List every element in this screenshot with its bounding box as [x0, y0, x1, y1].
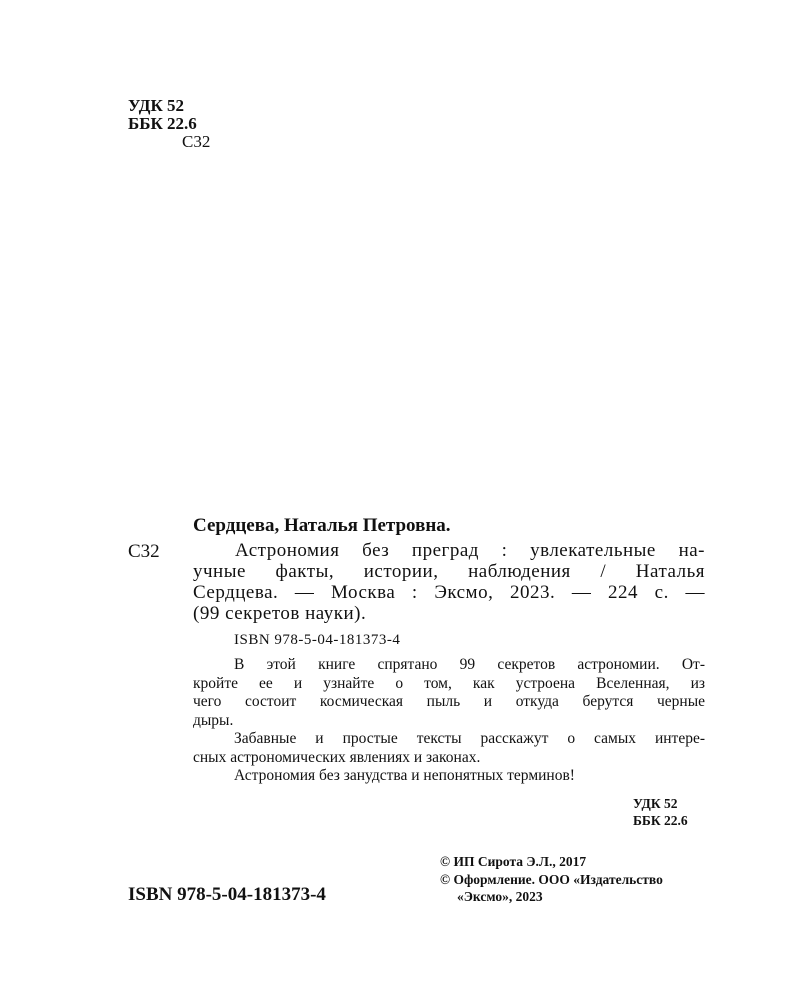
bottom-bbk-code: ББК 22.6 — [633, 813, 688, 828]
annotation-line: Забавные и простые тексты расскажут о самых интере- — [234, 730, 705, 747]
description-line: учные факты, истории, наблюдения / Наталья — [193, 561, 705, 582]
top-author-code: С32 — [182, 132, 211, 151]
annotation-line: дыры. — [193, 711, 234, 729]
copyright-line: © Оформление. ООО «Издательство — [440, 871, 663, 887]
annotation-line: кройте ее и узнайте о том, как устроена Вселенная, из — [193, 674, 705, 692]
top-udk-code: УДК 52 — [128, 96, 185, 115]
isbn-bottom: ISBN 978-5-04-181373-4 — [128, 884, 326, 905]
bibliographic-description — [193, 540, 705, 624]
card-author-code: С32 — [128, 541, 160, 562]
description-line: Астрономия без преград : увлекательные на- — [235, 540, 705, 561]
copyright-notice — [440, 853, 663, 906]
card-isbn: ISBN 978-5-04-181373-4 — [234, 632, 401, 648]
description-line: Сердцева. — Москва : Эксмо, 2023. — 224 с. — — [193, 582, 705, 603]
author-heading: Сердцева, Наталья Петровна. — [193, 515, 451, 536]
bottom-udk-code: УДК 52 — [633, 796, 678, 811]
annotation-line: чего состоит космическая пыль и откуда берутся черные — [193, 693, 705, 710]
copyright-line: «Эксмо», 2023 — [457, 889, 543, 904]
description-line: (99 секретов науки). — [193, 603, 367, 624]
annotation-line: сных астрономических явлениях и законах. — [193, 748, 481, 766]
copyright-line: © ИП Сирота Э.Л., 2017 — [440, 854, 587, 869]
annotation — [193, 656, 705, 786]
annotation-line: В этой книге спрятано 99 секретов астрономии. От- — [234, 656, 705, 673]
top-bbk-code: ББК 22.6 — [128, 114, 197, 133]
annotation-line: Астрономия без занудства и непонятных терминов! — [234, 767, 575, 784]
